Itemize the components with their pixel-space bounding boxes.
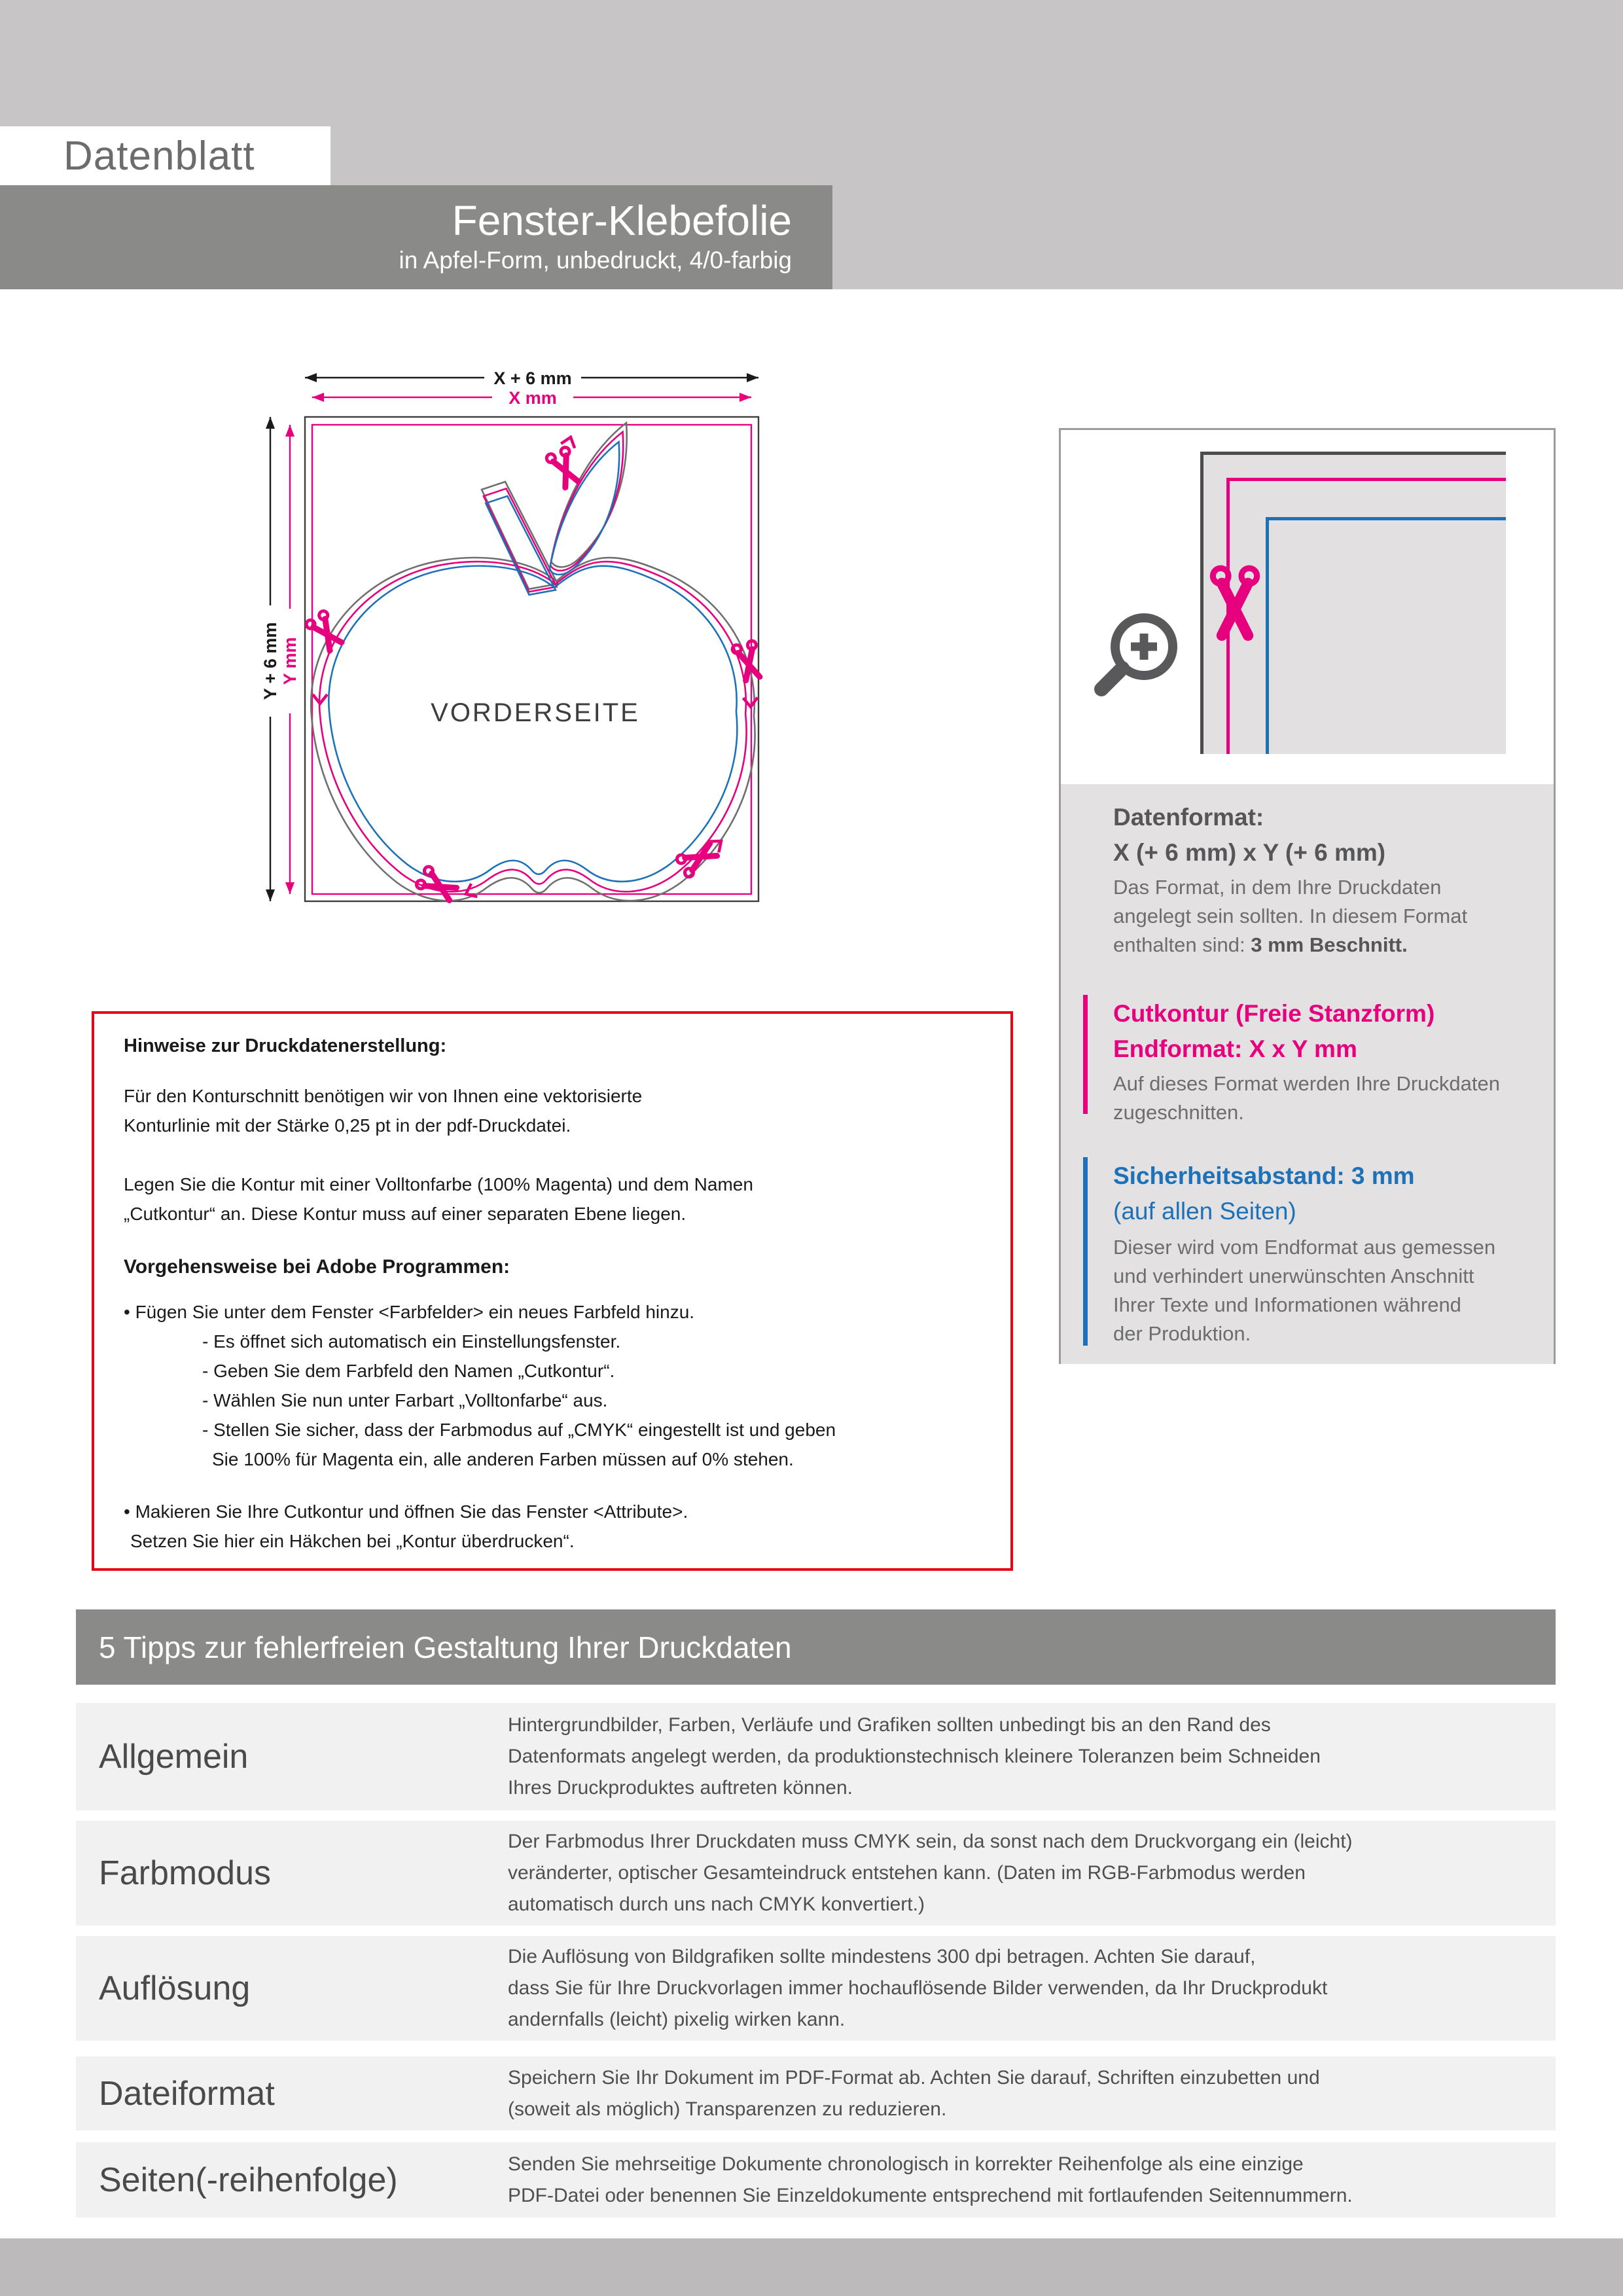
sheet-tab [0,126,330,185]
tip-description: Der Farbmodus Ihrer Druckdaten muss CMYK sein, da sonst nach dem Druckvorgang ein (leicht) veränderter, optischer Gesamteindruck entstehen kann. (Daten im RGB-Farbmodus werden automatisch durch uns nach CMYK konvertiert.) [508,1831,1353,1915]
scissors-icon [675,839,719,878]
tip-row-seitenreihenfolge [76,2142,1556,2217]
notes-text: „Cutkontur“ an. Diese Kontur muss auf einer separaten Ebene liegen. [124,1204,687,1224]
magnifier-zoom-icon [1088,601,1200,712]
blue-section-bar [1083,1157,1088,1346]
data-format-value: X (+ 6 mm) x Y (+ 6 mm) [1113,839,1386,866]
data-format-text: Das Format, in dem Ihre Druckdaten [1113,876,1442,899]
product-title: Fenster-Klebefolie [452,196,792,244]
footer-bar [0,2238,1623,2296]
tip-row-allgemein [76,1703,1556,1810]
bleed-value: 3 mm Beschnitt. [1251,933,1408,956]
cut-contour-text: Auf dieses Format werden Ihre Druckdaten [1113,1072,1500,1095]
notes-subheading: Vorgehensweise bei Adobe Programmen: [124,1256,510,1278]
safety-line [1266,517,1269,754]
apple-cut-diagram [249,353,785,942]
notes-bullet-continuation: Setzen Sie hier ein Häkchen bei „Kontur überdrucken“. [130,1531,575,1551]
notes-dash-item: - Wählen Sie nun unter Farbart „Volltonfarbe“ aus. [202,1390,608,1410]
dim-height-outer-label: Y + 6 mm [260,622,280,700]
dim-width-outer-label: X + 6 mm [493,368,572,388]
sheet-label: Datenblatt [63,133,255,179]
tip-description: Speichern Sie Ihr Dokument im PDF-Format ab. Achten Sie darauf, Schriften einzubetten und (soweit als möglich) Transparenzen zu reduzieren. [508,2066,1320,2120]
print-data-notes-box [92,1011,1013,1571]
final-format-rect [312,425,751,894]
tip-label: Dateiformat [99,2074,275,2113]
final-format-value: Endformat: X x Y mm [1113,1035,1357,1062]
tip-description: Hintergrundbilder, Farben, Verläufe und Grafiken sollten unbedingt bis an den Rand des Datenformats angelegt werden, da produktionstechnisch kleinere Toleranzen beim Schneiden Ihres Druckproduktes auftreten können. [508,1714,1321,1799]
tips-banner [76,1609,1556,1685]
format-info-box [1059,428,1556,1364]
safety-contour [329,442,737,882]
safety-margin-text: Dieser wird vom Endformat aus gemessen [1113,1236,1496,1259]
front-side-label: VORDERSEITE [431,698,640,727]
tip-row-dateiformat [76,2056,1556,2130]
safety-line [1266,517,1506,520]
safety-margin-text: und verhindert unerwünschten Anschnitt [1113,1265,1474,1287]
dim-height-inner-label: Y mm [280,637,300,685]
magenta-section-bar [1083,995,1088,1114]
notes-dash-item: Sie 100% für Magenta ein, alle anderen Farben müssen auf 0% stehen. [212,1449,794,1469]
safety-margin-text: der Produktion. [1113,1322,1251,1345]
format-explanations-panel [1061,784,1554,1364]
cut-contour [319,432,747,891]
data-format-text: enthalten sind: 3 mm Beschnitt. [1113,933,1408,956]
corner-detail-illustration [1200,452,1506,754]
scissors-icon [545,446,582,490]
tips-banner-title: 5 Tipps zur fehlerfreien Gestaltung Ihrer Druckdaten [99,1630,792,1664]
dim-width-inner-label: X mm [508,388,557,408]
notes-bullet: • Makieren Sie Ihre Cutkontur und öffnen Sie das Fenster <Attribute>. [124,1501,688,1522]
notes-text: Für den Konturschnitt benötigen wir von Ihnen eine vektorisierte [124,1086,643,1106]
tip-row-aufloesung [76,1936,1556,2041]
notes-heading: Hinweise zur Druckdatenerstellung: [124,1035,447,1056]
notes-dash-item: - Geben Sie dem Farbfeld den Namen „Cutkontur“. [202,1361,615,1381]
product-subtitle: in Apfel-Form, unbedruckt, 4/0-farbig [399,246,792,274]
cut-line [1226,478,1506,481]
safety-margin-text: Ihrer Texte und Informationen während [1113,1293,1461,1316]
scissors-icon [1209,560,1261,645]
tip-label: Farbmodus [99,1854,271,1892]
tip-row-farbmodus [76,1821,1556,1926]
safety-margin-subheading: (auf allen Seiten) [1113,1198,1296,1225]
scissors-icon [732,640,764,682]
cut-contour-heading: Cutkontur (Freie Stanzform) [1113,1000,1435,1027]
notes-dash-item: - Es öffnet sich automatisch ein Einstellungsfenster. [202,1331,621,1352]
bleed-contour [311,423,755,901]
tip-label: Allgemein [99,1738,249,1776]
data-format-heading: Datenformat: [1113,804,1264,831]
tip-description: Senden Sie mehrseitige Dokumente chronologisch in korrekter Reihenfolge als eine einzige PDF-Datei oder benennen Sie Einzeldokumente entsprechend mit fortlaufenden Seitennummern. [508,2153,1353,2206]
tip-label: Seiten(-reihenfolge) [99,2161,398,2199]
notes-dash-item: - Stellen Sie sicher, dass der Farbmodus auf „CMYK“ eingestellt ist und geben [202,1420,836,1440]
notes-text: Legen Sie die Kontur mit einer Volltonfarbe (100% Magenta) und dem Namen [124,1174,753,1194]
notes-text: Konturlinie mit der Stärke 0,25 pt in der pdf-Druckdatei. [124,1115,571,1136]
data-format-text: angelegt sein sollten. In diesem Format [1113,905,1468,927]
title-banner [0,185,832,289]
tip-description: Die Auflösung von Bildgrafiken sollte mindestens 300 dpi betragen. Achten Sie darauf, dass Sie für Ihre Druckvorlagen immer hochauflösende Bilder verwenden, da Ihr Druckprodukt andernfalls (leicht) pixelig wirken kann. [508,1946,1328,2030]
safety-margin-heading: Sicherheitsabstand: 3 mm [1113,1162,1415,1189]
cut-contour-text: zugeschnitten. [1113,1101,1244,1124]
notes-bullet: • Fügen Sie unter dem Fenster <Farbfelder> ein neues Farbfeld hinzu. [124,1302,695,1322]
tip-label: Auflösung [99,1969,251,2007]
